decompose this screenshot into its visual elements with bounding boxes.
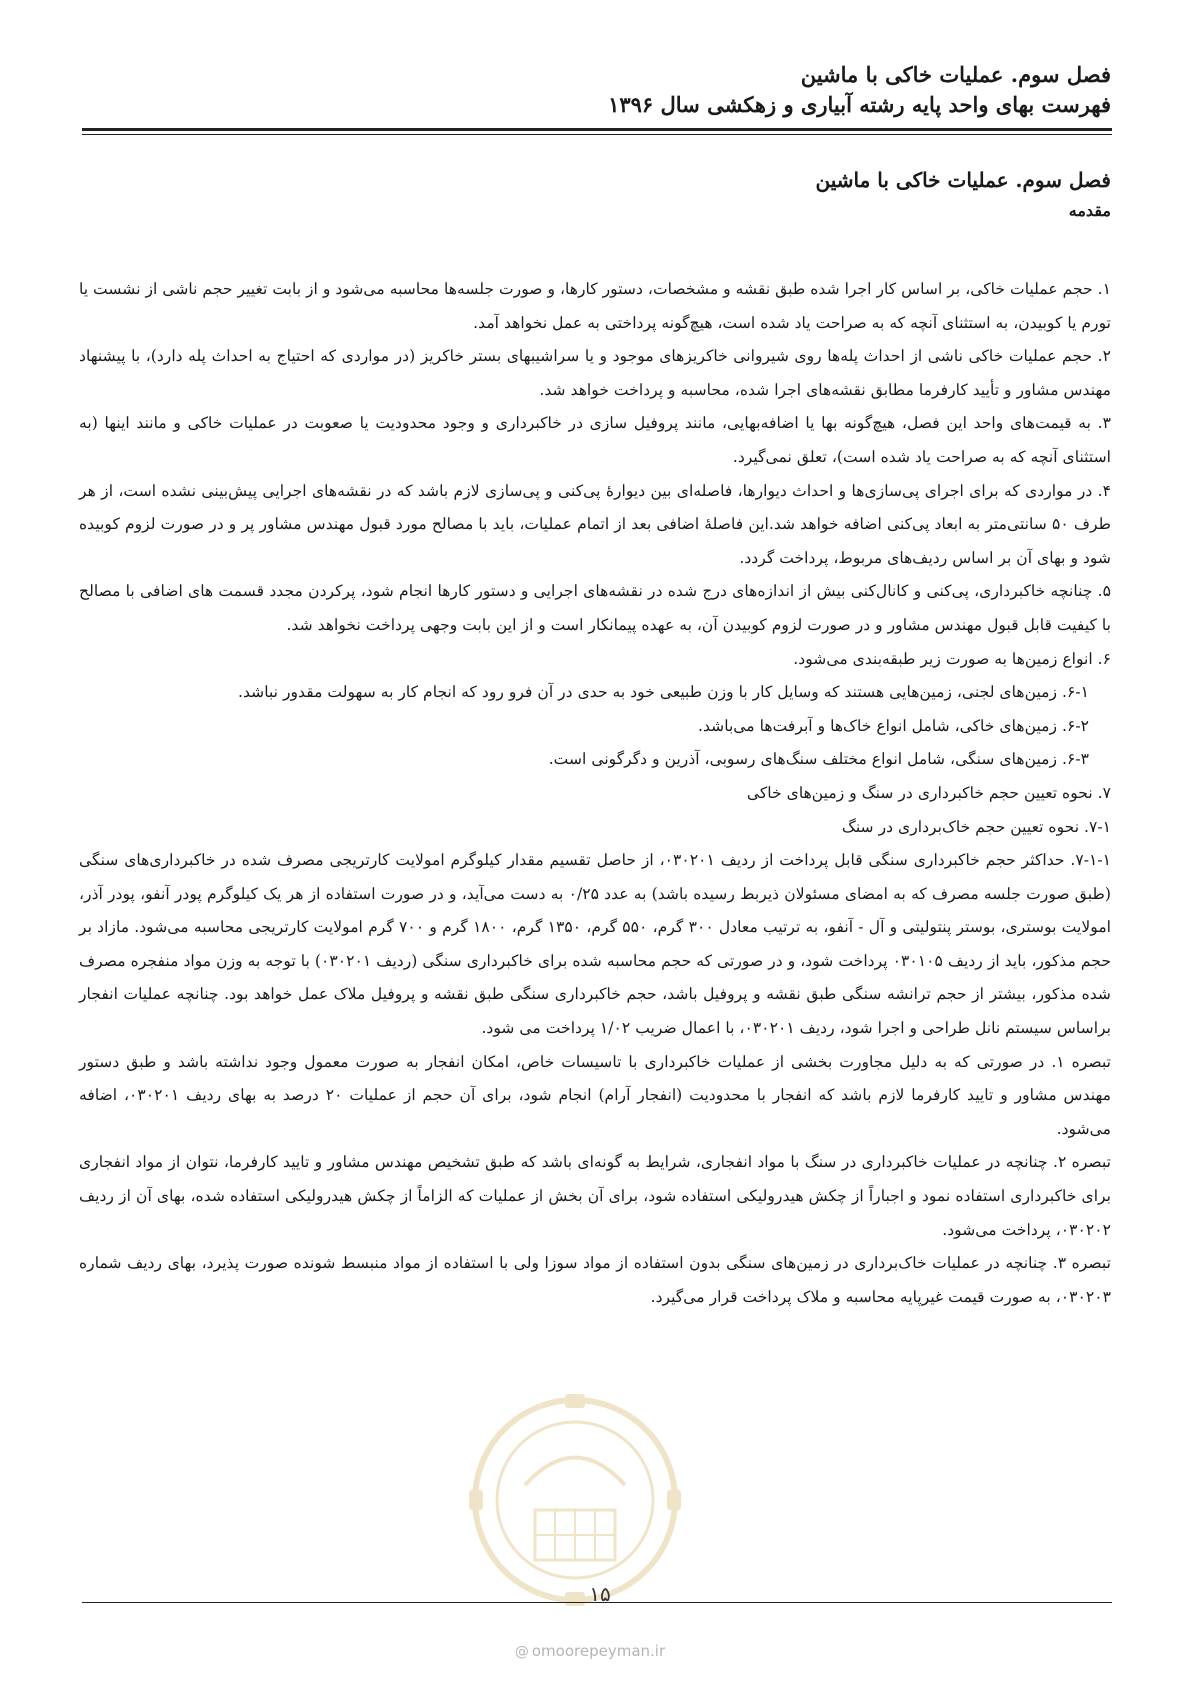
- paragraph-7: ۷. نحوه تعیین حجم خاکبرداری در سنگ و زمین‌های خاکی: [746, 783, 1111, 802]
- note-3: تبصره ۳. چنانچه در عملیات خاک‌برداری در زمین‌های سنگی بدون استفاده از مواد سوزا ولی با استفاده از مواد منبسط شونده صورت پذیرد، بهای ردیف شماره ۰۳۰۲۰۳، به صورت قیمت غیرپایه محاسبه و ملاک پرداخت قرار می‌گیرد.: [79, 1254, 1111, 1306]
- at-sign-icon: @: [514, 1644, 529, 1660]
- section-title: فصل سوم. عملیات خاکی با ماشین: [815, 168, 1111, 192]
- header-chapter-title: فصل سوم. عملیات خاکی با ماشین: [800, 62, 1111, 87]
- paragraph-3: ۳. به قیمت‌های واحد این فصل، هیچ‌گونه بها یا اضافه‌بهایی، مانند پروفیل سازی در خاکبرداری و وجود محدودیت یا صعوبت در عملیات خاکی و مانند اینها (به استثنای آنچه که به صراحت یاد شده است)، تعلق نمی‌گیرد.: [79, 414, 1111, 466]
- note-2: تبصره ۲. چنانچه در عملیات خاکبرداری در سنگ با مواد انفجاری، شرایط به گونه‌ای باشد که طبق تشخیص مهندس مشاور و تایید کارفرما، نتوان از مواد انفجاری برای خاکبرداری استفاده نمود و اجباراً از چکش هیدرولیکی استفاده شود، برای آن بخش از عملیات که الزاماً از چکش هیدرولیکی استفاده شده، بهای آن از ردیف ۰۳۰۲۰۲، پرداخت می‌شود.: [79, 1153, 1111, 1239]
- paragraph-1: ۱. حجم عملیات خاکی، بر اساس کار اجرا شده طبق نقشه و مشخصات، دستور کارها، و صورت جلسه‌ها محاسبه می‌شود و از بابت تغییر حجم ناشی از نشست یا تورم یا کوبیدن، به استثنای آنچه که به صراحت یاد شده است، هیچ‌گونه پرداختی به عمل نخواهد آمد.: [79, 280, 1111, 332]
- section-subtitle: مقدمه: [1068, 201, 1111, 220]
- header-document-title: فهرست بهای واحد پایه رشته آبیاری و زهکشی سال ۱۳۹۶: [608, 92, 1111, 117]
- body-text: [79, 273, 1111, 1314]
- header-rule-thick: [82, 128, 1112, 131]
- header-rule-thin: [82, 134, 1112, 135]
- page-number: ۱۵: [589, 1582, 611, 1606]
- paragraph-5: ۵. چنانچه خاکبرداری، پی‌کنی و کانال‌کنی بیش از اندازه‌های درج شده در نقشه‌های اجرایی و دستور کارها انجام شود، پرکردن مجدد قسمت های اضافی با مصالح با کیفیت قابل قبول مهندس مشاور و در صورت لزوم کوبیدن آن، به عهده پیمانکار است و از این بابت وجهی پرداخت نخواهد شد.: [79, 582, 1111, 634]
- running-header: [81, 60, 1111, 120]
- watermark-site-text: omoorepeyman.ir: [531, 1642, 666, 1660]
- paragraph-7-1-1: ۷-۱-۱. حداکثر حجم خاکبرداری سنگی قابل پرداخت از ردیف ۰۳۰۲۰۱، از حاصل تقسیم مقدار کیلوگرم امولایت کارتریجی مصرف شده در خاکبرداری‌های سنگی (طبق صورت جلسه مصرف که به امضای مسئولان ذیربط رسیده باشد) به عدد ۰/۲۵ به دست می‌آید، و در صورت استفاده از هر یک کیلوگرم پودر آنفو، پودر آذر، امولایت بوستری، بوستر پنتولیتی و آل - آنفو، به ترتیب معادل ۳۰۰ گرم، ۵۵۰ گرم، ۱۳۵۰ گرم، ۱۸۰۰ گرم و ۷۰۰ گرم امولایت کارتریجی محاسبه می‌شود. مازاد بر حجم مذکور، باید از ردیف ۰۳۰۱۰۵ پرداخت شود، و در صورتی که حجم محاسبه شده برای خاکبرداری سنگی (ردیف ۰۳۰۲۰۱) با توجه به وزن مواد منفجره مصرف شده مذکور، بیشتر از حجم ترانشه سنگی طبق نقشه و پروفیل باشد، حجم خاکبرداری سنگی طبق نقشه و پروفیل ملاک عمل خواهد بود. چنانچه عملیات انفجار براساس سیستم نانل طراحی و اجرا شود، ردیف ۰۳۰۲۰۱، با اعمال ضریب ۱/۰۲ پرداخت می شود.: [79, 851, 1112, 1038]
- paragraph-4: ۴. در مواردی که برای اجرای پی‌سازی‌ها و احداث دیوارها، فاصله‌ای بین دیوارهٔ پی‌کنی و پی‌سازی لازم باشد که در نقشه‌های اجرایی پیش‌بینی نشده است، از هر طرف ۵۰ سانتی‌متر به ابعاد پی‌کنی اضافه خواهد شد.این فاصلهٔ اضافی بعد از اتمام عملیات، باید با مصالح مورد قبول مهندس مشاور پر و در صورت لزوم کوبیده شود و بهای آن بر اساس ردیف‌های مربوط، پرداخت گردد.: [79, 481, 1112, 567]
- paragraph-2: ۲. حجم عملیات خاکی ناشی از احداث پله‌ها روی شیروانی خاکریزهای موجود و یا سراشیبهای بستر خاکریز (در مواردی که احتیاج به احداث پله دارد)، با پیشنهاد مهندس مشاور و تأیید کارفرما مطابق نقشه‌های اجرا شده، محاسبه و پرداخت خواهد شد.: [79, 347, 1111, 399]
- paragraph-6: ۶. انواع زمین‌ها به صورت زیر طبقه‌بندی می‌شود.: [793, 649, 1111, 668]
- watermark-seal-icon: [465, 1390, 685, 1610]
- note-1: تبصره ۱. در صورتی که به دلیل مجاورت بخشی از عملیات خاکبرداری با تاسیسات خاص، امکان انفجار به صورت معمول وجود نداشته باشد و طبق دستور مهندس مشاور و تایید کارفرما لازم باشد که انفجار با محدودیت (انفجار آرام) انجام شود، برای آن حجم از عملیات ۲۰ درصد به بهای ردیف ۰۳۰۲۰۱، اضافه می‌شود.: [79, 1052, 1111, 1138]
- paragraph-7-1: ۷-۱. نحوه تعیین حجم خاک‌برداری در سنگ: [841, 817, 1111, 836]
- watermark-site: [470, 1642, 710, 1660]
- paragraph-6-3: ۶-۳. زمین‌های سنگی، شامل انواع مختلف سنگ‌های رسوبی، آذرین و دگرگونی است.: [548, 750, 1089, 769]
- paragraph-6-2: ۶-۲. زمین‌های خاکی، شامل انواع خاک‌ها و آبرفت‌ها می‌باشد.: [698, 716, 1089, 735]
- paragraph-6-1: ۶-۱. زمین‌های لجنی، زمین‌هایی هستند که وسایل کار با وزن طبیعی خود به حدی در آن فرو رود که انجام کار به سهولت مقدور نباشد.: [238, 683, 1089, 702]
